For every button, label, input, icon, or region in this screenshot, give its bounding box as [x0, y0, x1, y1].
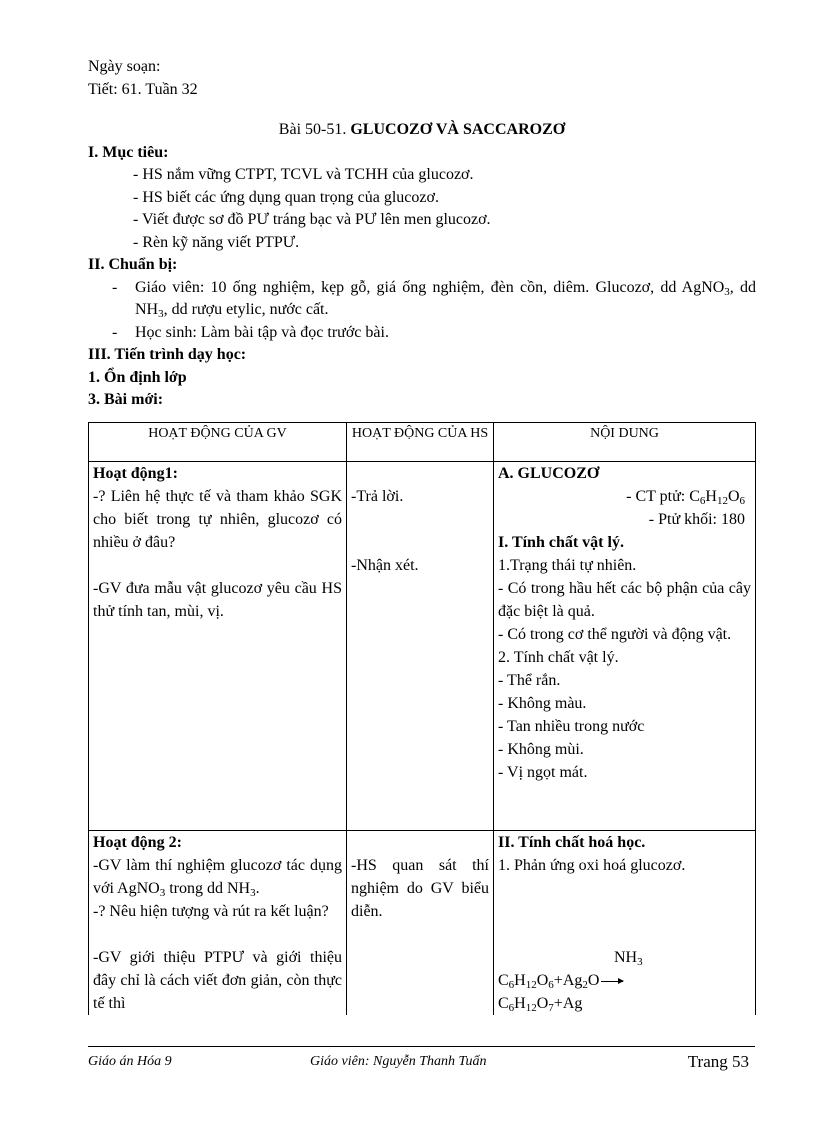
- footer-page-number: Trang 53: [687, 1052, 749, 1071]
- phys-line: - Không màu.: [498, 695, 587, 712]
- bullet-mark: -: [112, 278, 118, 296]
- phys-line: 1.Trạng thái tự nhiên.: [498, 557, 637, 574]
- objective-item: - Viết được sơ đồ PƯ tráng bạc và PƯ lên men glucozơ.: [133, 211, 491, 228]
- activity-2-question: -? Nêu hiện tượng và rút ra kết luận?: [93, 903, 329, 920]
- section1-heading: I. Mục tiêu:: [88, 143, 169, 161]
- objective-item: - Rèn kỹ năng viết PTPƯ.: [133, 233, 300, 251]
- activity-1-question: -? Liên hệ thực tế và tham khảo SGK cho biết trong tự nhiên, glucozơ có nhiều ở đâu?: [93, 488, 342, 551]
- teacher-prep: - Giáo viên: 10 ống nghiệm, kẹp gỗ, giá ống nghiệm, đèn cồn, diêm. Glucozơ, dd AgNO$_3$, dd $NH_3$, dd rượu etylic, nước cất.: [88, 277, 756, 322]
- date-label: Ngày soạn:: [88, 58, 161, 75]
- header-nd: NỘI DUNG: [494, 423, 756, 462]
- activity-2-title: Hoạt động 2:: [93, 834, 182, 851]
- document-body: [88, 56, 756, 412]
- phys-line: - Thể rắn.: [498, 672, 561, 689]
- page-footer: [88, 1052, 755, 1074]
- phys-line: - Vị ngọt mát.: [498, 764, 588, 781]
- phys-line: - Có trong cơ thể người và động vật.: [498, 626, 732, 643]
- student-prep-text: Học sinh: Làm bài tập và đọc trước bài.: [135, 323, 389, 341]
- activity-2-equation-intro: -GV giới thiệu PTPƯ và giới thiệu đây chỉ là cách viết đơn giản, còn thực tế thì: [93, 949, 342, 1012]
- physical-properties-title: I. Tính chất vật lý.: [498, 534, 624, 551]
- section3-sub1: 1. Ổn định lớp: [88, 368, 187, 386]
- footer-rule: [88, 1046, 755, 1047]
- equation-left: $C_6H_{12}O_6+Ag_2O$: [498, 969, 751, 992]
- student-observe: -Nhận xét.: [351, 557, 419, 574]
- phys-line: 2. Tính chất vật lý.: [498, 649, 619, 666]
- section3-sub2: 3. Bài mới:: [88, 391, 164, 408]
- footer-course: Giáo án Hóa 9: [88, 1054, 172, 1069]
- header-gv: HOẠT ĐỘNG CỦA GV: [89, 423, 347, 462]
- student-observation: -HS quan sát thí nghiệm do GV biểu diễn.: [351, 857, 489, 920]
- objective-item: - HS biết các ứng dụng quan trọng của glucozơ.: [133, 188, 439, 206]
- footer-teacher: Giáo viên: Nguyễn Thanh Tuấn: [310, 1054, 487, 1069]
- bullet-mark: -: [112, 323, 118, 341]
- header-hs: HOẠT ĐỘNG CỦA HS: [347, 423, 494, 462]
- lesson-title-prefix: Bài 50-51.: [278, 121, 347, 138]
- reagent-label: $NH_3$: [614, 949, 643, 968]
- equation-right: $C_6H_{12}O_7+Ag$: [498, 995, 583, 1014]
- section2-heading: II. Chuẩn bị:: [88, 256, 178, 273]
- lesson-title-main: GLUCOZƠ VÀ SACCAROZƠ: [350, 121, 566, 138]
- phys-line: - Tan nhiều trong nước: [498, 718, 645, 735]
- lesson-title: [88, 119, 756, 142]
- objective-item: - HS nắm vững CTPT, TCVL và TCHH của glucozơ.: [133, 166, 474, 183]
- teacher-prep-text: Giáo viên: 10 ống nghiệm, kẹp gỗ, giá ống nghiệm, đèn cồn, diêm. Glucozơ, dd AgNO: [135, 278, 725, 296]
- lesson-plan-table: [88, 422, 756, 1015]
- molecular-mass: - Ptử khối: 180: [648, 511, 745, 528]
- student-answer: -Trả lời.: [351, 488, 404, 505]
- molecular-formula: - CT ptử: $C_6H_{12}O_6$: [626, 488, 745, 507]
- section3-heading: III. Tiến trình dạy học:: [88, 346, 247, 363]
- arrow-icon: [601, 981, 623, 982]
- activity-1-row: [89, 462, 756, 831]
- activity-1-title: Hoạt động1:: [93, 465, 178, 482]
- period-label: Tiết: 61. Tuần 32: [88, 80, 198, 98]
- phys-line: - Có trong hầu hết các bộ phận của cây đặc biệt là quả.: [498, 580, 751, 620]
- activity-1-demo: -GV đưa mẫu vật glucozơ yêu cầu HS thử tính tan, mùi, vị.: [93, 580, 342, 620]
- student-prep: [88, 322, 756, 345]
- glucose-title: A. GLUCOZƠ: [498, 465, 600, 482]
- activity-2-row: [89, 831, 756, 1016]
- activity-2-experiment: -GV làm thí nghiệm glucozơ tác dụng với AgNO$_3$ trong dd $NH_3$.: [93, 857, 342, 899]
- oxidation-subtitle: 1. Phản ứng oxi hoá glucozơ.: [498, 857, 686, 874]
- chemical-properties-title: II. Tính chất hoá học.: [498, 834, 646, 851]
- phys-line: - Không mùi.: [498, 741, 584, 758]
